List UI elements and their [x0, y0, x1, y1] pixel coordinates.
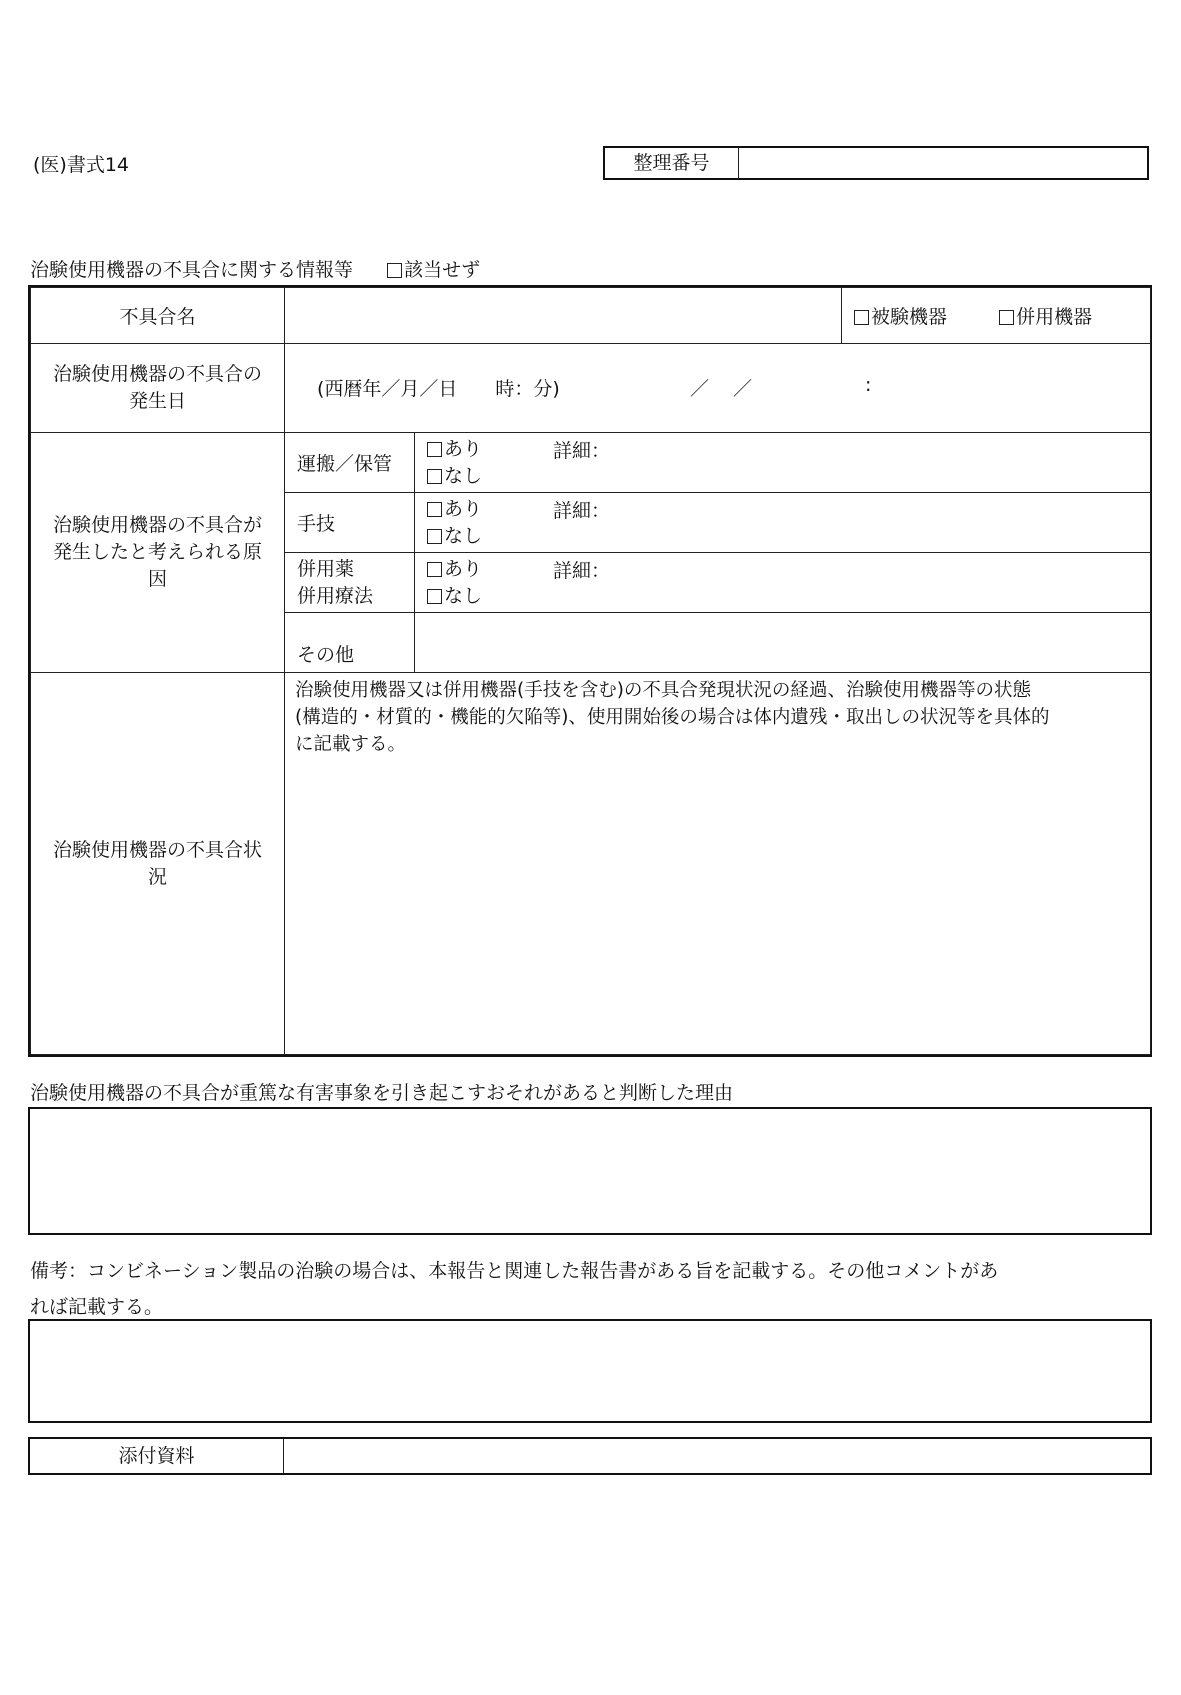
attachment-field[interactable] — [284, 1439, 1150, 1473]
reason-field[interactable] — [28, 1107, 1152, 1235]
form-id: (医)書式14 — [33, 154, 130, 176]
cause-label — [31, 433, 285, 673]
status-instruction-line3: に記載する。 — [295, 734, 407, 755]
test-device-label: 被験機器 — [871, 306, 948, 328]
cause-concomitant-label — [285, 553, 415, 613]
note-field[interactable] — [28, 1319, 1152, 1423]
occurrence-date-field[interactable] — [285, 344, 1151, 433]
cause-transport-yes-checkbox[interactable] — [427, 442, 442, 457]
cause-transport-label: 運搬／保管 — [285, 433, 415, 493]
cause-technique-label: 手技 — [285, 493, 415, 553]
occurrence-date-label — [31, 344, 285, 433]
concomitant-device-label: 併用機器 — [1016, 306, 1093, 328]
cause-technique-no-checkbox[interactable] — [427, 529, 442, 544]
status-label — [31, 673, 285, 1055]
status-label-line1: 治験使用機器の不具合状 — [52, 838, 262, 861]
cause-other-label: その他 — [285, 613, 415, 673]
cause-concomitant-no-label: なし — [444, 584, 483, 607]
cause-concomitant-options — [415, 553, 1151, 613]
cause-other-field[interactable] — [415, 613, 1151, 673]
cause-technique-no-label: なし — [444, 524, 483, 547]
cause-concomitant-no-checkbox[interactable] — [427, 589, 442, 604]
seiri-number-box — [603, 146, 1149, 180]
occurrence-date-label-line2: 発生日 — [128, 390, 186, 412]
date-separator-2: ／ — [733, 378, 753, 400]
status-label-line2: 況 — [147, 865, 167, 888]
section2-title: 治験使用機器の不具合が重篤な有害事象を引き起こすおそれがあると判断した理由 — [30, 1082, 734, 1104]
status-instruction-line1: 治験使用機器又は併用機器(手技を含む)の不具合発現状況の経過、治験使用機器等の状態 — [295, 680, 1031, 701]
cause-transport-yes-label: あり — [444, 437, 483, 460]
cause-technique-options — [415, 493, 1151, 553]
seiri-number-field[interactable] — [739, 148, 1147, 178]
cause-concomitant-yes-checkbox[interactable] — [427, 562, 442, 577]
cause-concomitant-detail-label: 詳細： — [553, 560, 611, 582]
cause-technique-yes-checkbox[interactable] — [427, 502, 442, 517]
seiri-number-label: 整理番号 — [605, 148, 739, 178]
cause-transport-no-label: なし — [444, 464, 483, 487]
cause-concomitant-yes-label: あり — [444, 557, 483, 580]
cause-transport-detail-label: 詳細： — [553, 440, 611, 462]
section1-title-text: 治験使用機器の不具合に関する情報等 — [30, 259, 354, 281]
cause-concomitant-label-line2: 併用療法 — [297, 584, 374, 607]
status-instruction-line2: (構造的・材質的・機能的欠陥等)、使用開始後の場合は体内遺残・取出しの状況等を具体的 — [295, 707, 1050, 728]
cause-technique-yes-label: あり — [444, 497, 483, 520]
cause-concomitant-label-line1: 併用薬 — [297, 557, 355, 580]
section1-title — [30, 255, 480, 282]
time-separator: : — [865, 374, 872, 396]
cause-technique-detail-label: 詳細： — [553, 500, 611, 522]
status-field[interactable] — [285, 673, 1151, 1055]
attachment-box — [28, 1437, 1152, 1475]
note-line1: 備考：コンビネーション製品の治験の場合は、本報告と関連した報告書がある旨を記載する。その他コメントがあ — [30, 1260, 999, 1282]
defect-name-field[interactable] — [285, 288, 842, 344]
not-applicable-label: 該当せず — [404, 259, 481, 281]
date-format-hint: (西暦年／月／日 時：分) — [317, 378, 560, 400]
main-table — [28, 285, 1152, 1057]
cause-transport-options — [415, 433, 1151, 493]
device-type-cell — [842, 288, 1151, 344]
cause-label-line2: 発生したと考えられる原 — [52, 541, 262, 563]
occurrence-date-label-line1: 治験使用機器の不具合の — [52, 363, 262, 385]
concomitant-device-checkbox[interactable] — [999, 310, 1014, 325]
not-applicable-checkbox[interactable] — [387, 263, 402, 278]
date-separator-1: ／ — [690, 378, 710, 400]
test-device-checkbox[interactable] — [854, 310, 869, 325]
cause-transport-no-checkbox[interactable] — [427, 469, 442, 484]
cause-label-line1: 治験使用機器の不具合が — [52, 514, 262, 536]
cause-label-line3: 因 — [147, 568, 167, 590]
defect-name-label: 不具合名 — [31, 288, 285, 344]
attachment-label: 添付資料 — [30, 1439, 284, 1473]
note-line2: れば記載する。 — [30, 1296, 164, 1318]
